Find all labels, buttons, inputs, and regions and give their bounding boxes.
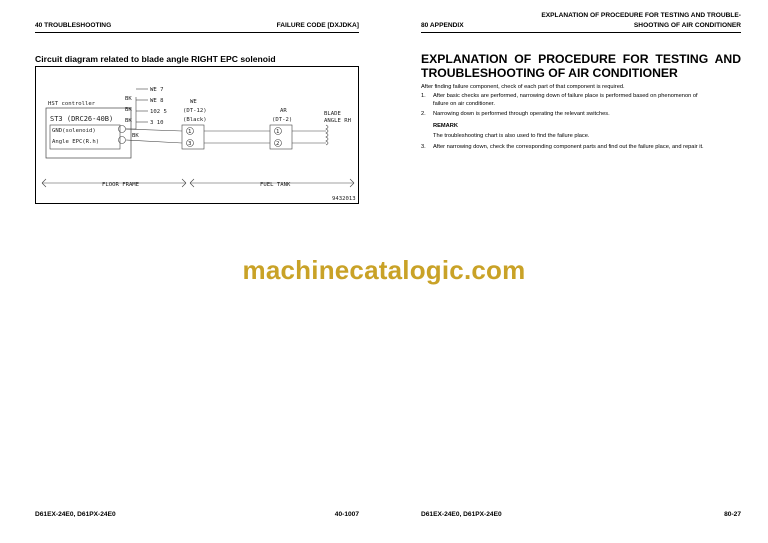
branch-we-8: WE 8 (150, 98, 164, 104)
page-title-line-1: EXPLANATION OF PROCEDURE FOR TESTING AND (421, 52, 741, 66)
wire-bk-3: BK (125, 118, 132, 124)
we-pin-1: 1 (188, 129, 192, 135)
section-title: Circuit diagram related to blade angle RIGHT EPC solenoid (35, 54, 276, 64)
pin-10 (119, 126, 126, 133)
we-pin-3: 3 (188, 141, 192, 147)
connector-label: ST3 (DRC26-40B) (50, 115, 114, 123)
right-footer-model: D61EX-24E0, D61PX-24E0 (421, 511, 502, 518)
remark-title: REMARK (433, 123, 458, 129)
diagram-code: 9432013 (332, 196, 356, 202)
branch-102-5: 102 5 (150, 109, 167, 115)
wire-bk-4: BK (132, 133, 139, 139)
branch-we-7: WE 7 (150, 87, 164, 93)
circuit-diagram-svg (36, 67, 360, 205)
right-header-section: 80 APPENDIX (421, 22, 464, 29)
we-connector-box (182, 125, 204, 149)
remark-text: The troubleshooting chart is also used to find the failure place. (433, 133, 590, 139)
fuel-tank-label: FUEL TANK (260, 182, 291, 188)
watermark: machinecatalogic.com (242, 255, 526, 285)
controller-title: HST controller (48, 101, 96, 107)
left-header-failure-code: FAILURE CODE [DXJDKA] (276, 22, 359, 29)
step-1-line-2: failure on air conditioner. (433, 101, 495, 107)
ar-pin-1: 1 (276, 129, 280, 135)
right-footer-page: 80-27 (724, 511, 741, 518)
ar-label: AR (280, 108, 287, 114)
right-header-title-2: SHOOTING OF AIR CONDITIONER (633, 22, 741, 29)
left-header-rule (35, 32, 359, 33)
left-footer-page: 40-1007 (334, 511, 359, 518)
intro-text: After finding failure component, check of each part of that component is required. (421, 84, 625, 90)
solenoid-label-1: BLADE (324, 111, 341, 117)
pin-label-gnd: GND(solenoid) (52, 128, 96, 134)
step-1-line-1: After basic checks are performed, narrowing down of failure place is performed based on phenomenon of (433, 93, 698, 99)
page-title-line-2: TROUBLESHOOTING OF AIR CONDITIONER (421, 66, 678, 80)
step-3-number: 3. (421, 144, 426, 150)
circuit-diagram (35, 66, 359, 204)
right-header-rule (421, 32, 741, 33)
wire-bk-2: BK (125, 107, 132, 113)
right-header-title-1: EXPLANATION OF PROCEDURE FOR TESTING AND TROUBLE- (541, 12, 741, 19)
page-title (421, 52, 741, 80)
solenoid-coil (326, 125, 328, 145)
ar-connector: (DT-2) (272, 117, 293, 123)
solenoid-label-2: ANGLE RH (324, 118, 351, 124)
ar-pin-2: 2 (276, 141, 280, 147)
pin-label-angle: Angle EPC(R.h) (52, 139, 100, 145)
we-connector: (DT-12) (183, 108, 207, 114)
floor-frame-label: FLOOR FRAME (102, 182, 140, 188)
step-2-number: 2. (421, 111, 426, 117)
we-label: WE (190, 99, 197, 105)
wire-bk-1: BK (125, 96, 132, 102)
step-1-number: 1. (421, 93, 426, 99)
pin-11 (119, 137, 126, 144)
we-color: (Black) (183, 117, 207, 123)
branch-3-10: 3 10 (150, 120, 164, 126)
left-footer-model: D61EX-24E0, D61PX-24E0 (35, 511, 116, 518)
step-3-text: After narrowing down, check the corresponding component parts and find out the failure place, and repair it. (433, 144, 704, 150)
left-header-section: 40 TROUBLESHOOTING (35, 22, 112, 29)
step-2-text: Narrowing down is performed through operating the relevant switches. (433, 111, 610, 117)
ar-connector-box (270, 125, 292, 149)
